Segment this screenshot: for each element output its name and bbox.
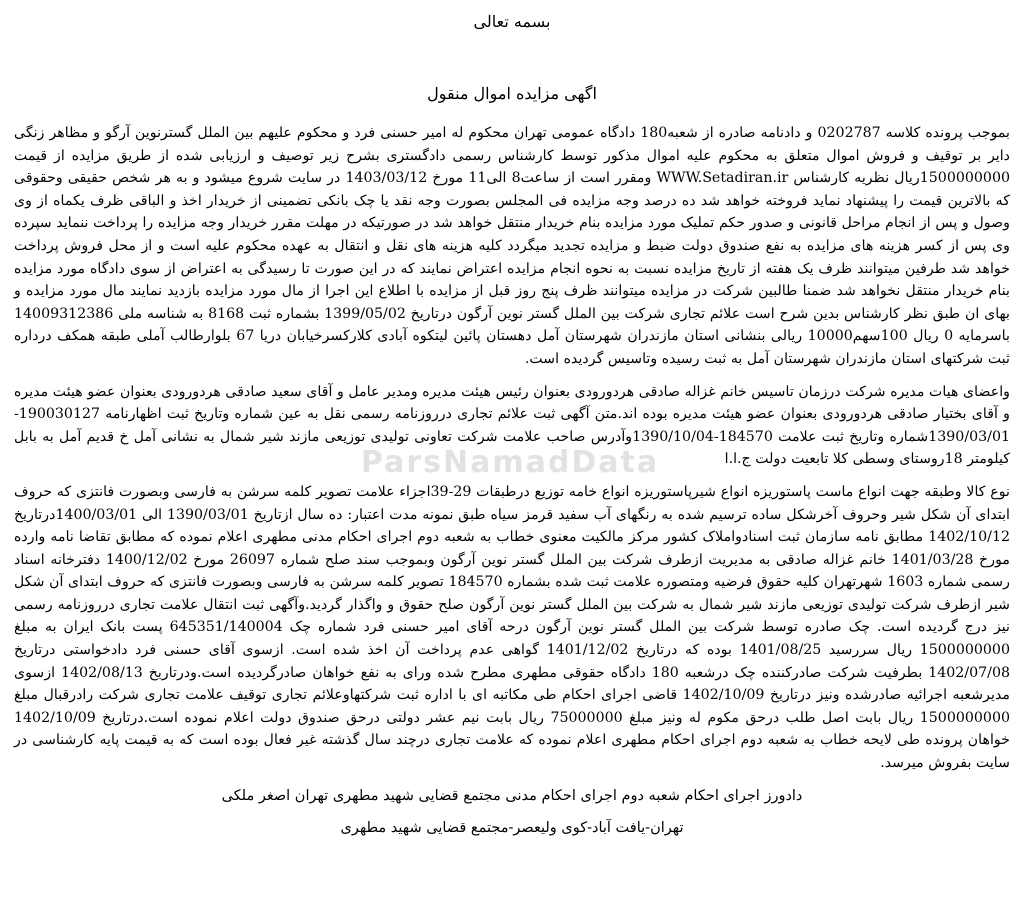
body-paragraph-2: واعضای هیات مدیره شرکت درزمان تاسیس خانم غزاله صادقی هردورودی بعنوان رئیس هیئت مدیره ومدیر عامل و آقای سعید صادقی هردورودی بعنوان عضو هیئت مدیره و آقای بختیار صادقی هردورودی بعنوان عضو هیئت مدیره بوده اند.متن آگهی ثبت علائم تجاری درروزنامه رسمی نقل به عین شماره وتاریخ ثبت اظهارنامه 190030127-1390/03/01شماره وتاریخ ثبت علامت 184570-1390/10/04وآدرس صاحب علامت شرکت تعاونی تولیدی توزیعی مازند شیر شمال به نشانی آمل خ قدیم آمل به بابل کیلومتر 18روستای وسطی کلا تابعیت دولت ج.ا.ا xyxy=(14,383,1011,468)
basmala-heading: بسمه تعالی xyxy=(473,12,551,31)
watermark-logo: ParsNamadData xyxy=(360,445,660,480)
address-line: تهران-یافت آباد-کوی ولیعصر-مجتمع قضایی شهید مطهری xyxy=(340,819,684,836)
body-paragraph-1: بموجب پرونده کلاسه 0202787 و دادنامه صادره از شعبه180 دادگاه عمومی تهران محکوم له امیر حسنی فرد و محکوم علیهم بین الملل گسترنوین آرگو و مظاهر زنگی دایر بر توقیف و فروش اموال متعلق به محکوم علیه اموال مذکور توسط کارشناس رسمی دادگستری بشرح زیر توصیف و ارزیابی شده از طریق مزایده از قیمت 1500000000ریال نظریه کارشناس WWW.Setadiran.ir ومقرر است از ساعت8 الی11 مورخ 1403/03/12 در سایت شروع میشود و به هر شخص حقیقی وحقوقی که بالاترین قیمت را پیشنهاد نماید فروخته خواهد شد ده درصد وجه مزایده فی المجلس بصورت وجه نقد یا چک بانکی تضمینی از خریدار اخذ و الباقی ظرف یکماه از وی وصول و پس از انجام مراحل قانونی و صدور حکم تملیک مورد مزایده بنام خریدار منتقل خواهد شد در صورتیکه در مهلت مقرر خریدار وجه مزایده را پرداخت ننماید سپرده وی پس از کسر هزینه های مزایده به نفع صندوق دولت ضبط و مزایده تجدید میگردد کلیه هزینه های نقل و انتقال به عهده محکوم علیه است و از محل فروش پرداخت خواهد شد طرفین میتوانند ظرف یک هفته از تاریخ مزایده نسبت به نحوه انجام مزایده اعتراض نمایند که در این صورت تا رسیدگی به اعتراض از سوی دادگاه مورد مزایده بنام خریدار منتقل نخواهد شد ضمنا طالبین شرکت در مزایده میتوانند ظرف پنج روز قبل از مزایده با اطلاع این اجرا از مال مورد مزایده بازدید نمایند مال مورد مزایده و بهای ان طبق نظر کارشناس بدین شرح است علائم تجاری شرکت بین الملل گستر نوین آرگون درتاریخ 1399/05/02 بشماره ثبت 8168 به شناسه ملی 14009312386 باسرمایه 0 ریال 100سهم10000 ریالی بنشانی استان مازندران شهرستان آمل دهستان پائین لیتکوه آبادی کلارکسرخیابان دریا 67 بلوارطالب آملی طبقه همکف درداره ثبت شرکتهای استان مازندران شهرستان آمل به ثبت رسیده وتاسیس گردیده است. xyxy=(14,125,1011,367)
body-paragraph-3: نوع کالا وطبقه جهت انواع ماست پاستوریزه انواع شیرپاستوریزه انواع خامه توزیع درطبقات 29-39اجزاء علامت تصویر کلمه سرشن به فارسی وبصورت فانتزی که حروف ابتدای آن شکل شیر وحروف آخرشکل ساده ترسیم شده به رنگهای آب سفید قرمز سیاه طبق نمونه مدت اعتبار: ده سال ازتاریخ 1390/03/01 الی 1400/03/01درتاریخ 1402/10/12 مطابق نامه سازمان ثبت اسنادواملاک کشور مرکز مالکیت معنوی خطاب به شعبه دوم اجرای احکام مدنی مطهری اعلام نموده که مطابق تقاضا نامه وارده مورخ 1401/03/28 خانم غزاله صادقی به مدیریت ازطرف شرکت بین الملل گستر نوین آرگون وبموجب سند صلح شماره 26097 مورخ 1400/12/02 دفترخانه اسناد رسمی شماره 1603 شهرتهران کلیه حقوق فرضیه ومتصوره علامت ثبت شده بشماره 184570 تصویر کلمه سرشن به فارسی وبصورت فانتزی که حروف ابتدای آن شکل شیر ازطرف شرکت تولیدی توزیعی مازند شیر شمال به شرکت بین الملل گستر نوین آرگون صلح حقوق و واگذار گردید.وآگهی ثبت انتقال علامت تجاری درروزنامه رسمی نیز درج گردیده است. چک صادره توسط شرکت بین الملل گستر نوین آرگون درحه آقای امیر حسنی فرد شماره چک 645351/140004 پست بانک ایران به مبلغ 1500000000 ریال سررسید 1401/08/25 بوده که درتاریخ 1401/12/02 گواهی عدم پرداخت آن اخذ شده است. ازسوی آقای حسنی فرد دادخواستی درتاریخ 1402/07/08 بطرفیت شرکت صادرکننده چک درشعبه 180 دادگاه حقوقی مطهری مطرح شده ورای به نفع خواهان صادرگردیده است.ودرتاریخ 1402/08/13 ازسوی مدیرشعبه اجرائیه صادرشده ونیز درتاریخ 1402/10/09 قاضی اجرای احکام طی مکاتبه ای با اداره ثبت شرکتهاوعلائم تجاری توقیف علامت تجاری شرکت رادرقبال مبلغ 1500000000 ریال بابت اصل طلب درحق مکوم له ونیز مبلغ 75000000 ریال بابت نیم عشر دولتی درحق صندوق دولت اعلام نموده است.درتاریخ 1402/10/09 خواهان پرونده طی لایحه خطاب به شعبه دوم اجرای احکام مطهری اعلام نموده که علامت تجاری درچند سال گذشته غیر فعال بوده است که به قیمت پایه کارشناسی در سایت بفروش میرسد. xyxy=(14,483,1011,772)
signature-line: دادورز اجرای احکام شعبه دوم اجرای احکام مدنی مجتمع قضایی شهید مطهری تهران اصغر ملکی xyxy=(221,787,803,804)
page-title: اگهی مزایده اموال منقول xyxy=(427,84,597,103)
